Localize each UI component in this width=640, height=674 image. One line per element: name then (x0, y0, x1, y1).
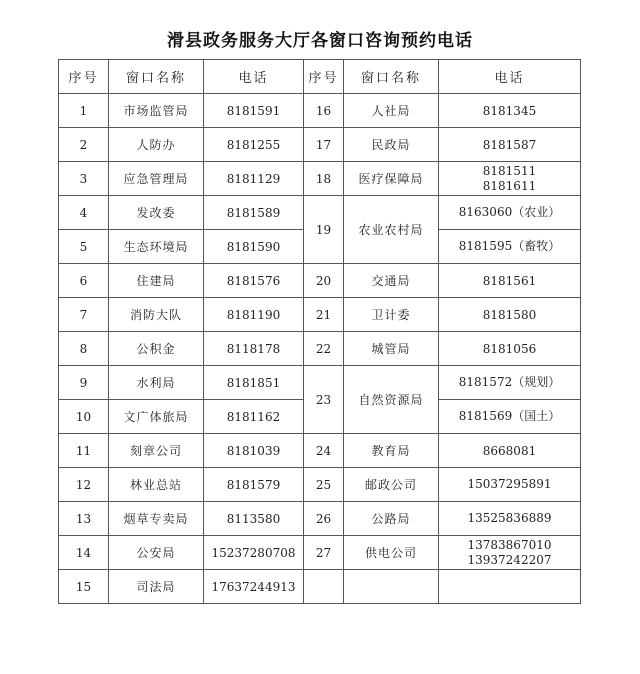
seq-cell: 16 (304, 94, 344, 128)
window-name-cell: 文广体旅局 (109, 400, 204, 434)
phone-line: 13937242207 (467, 552, 552, 567)
phone-cell (439, 162, 581, 196)
phone-cell: 17637244913 (204, 570, 304, 604)
window-name-cell: 民政局 (344, 128, 439, 162)
table-row (59, 366, 581, 400)
table-row (59, 502, 581, 536)
window-name-cell: 发改委 (109, 196, 204, 230)
empty-cell (439, 570, 581, 604)
window-name-cell: 生态环境局 (109, 230, 204, 264)
seq-cell: 1 (59, 94, 109, 128)
seq-cell: 24 (304, 434, 344, 468)
table-row (59, 468, 581, 502)
window-name-cell: 城管局 (344, 332, 439, 366)
seq-cell: 19 (304, 196, 344, 264)
phone-cell: 8668081 (439, 434, 581, 468)
seq-cell: 12 (59, 468, 109, 502)
header-name: 窗口名称 (344, 60, 439, 94)
seq-cell: 3 (59, 162, 109, 196)
seq-cell: 17 (304, 128, 344, 162)
window-name-cell: 公路局 (344, 502, 439, 536)
window-name-cell: 消防大队 (109, 298, 204, 332)
seq-cell: 20 (304, 264, 344, 298)
window-name-cell: 公安局 (109, 536, 204, 570)
phone-cell: 8181587 (439, 128, 581, 162)
seq-cell: 22 (304, 332, 344, 366)
seq-cell: 6 (59, 264, 109, 298)
window-name-cell: 林业总站 (109, 468, 204, 502)
phone-cell: 8181595（畜牧） (439, 230, 581, 264)
header-seq: 序号 (304, 60, 344, 94)
table-row (59, 332, 581, 366)
phone-line: 8181511 (482, 163, 537, 178)
phone-cell: 8181851 (204, 366, 304, 400)
phone-cell: 8181569（国土） (439, 400, 581, 434)
phone-cell: 8163060（农业） (439, 196, 581, 230)
window-name-cell: 公积金 (109, 332, 204, 366)
header-name: 窗口名称 (109, 60, 204, 94)
header-seq: 序号 (59, 60, 109, 94)
table-row (59, 536, 581, 570)
seq-cell: 8 (59, 332, 109, 366)
seq-cell: 10 (59, 400, 109, 434)
window-name-cell: 教育局 (344, 434, 439, 468)
seq-cell: 13 (59, 502, 109, 536)
seq-cell: 25 (304, 468, 344, 502)
phone-cell: 8181039 (204, 434, 304, 468)
table-row (59, 196, 581, 230)
page-title: 滑县政务服务大厅各窗口咨询预约电话 (167, 31, 473, 51)
phone-cell: 8113580 (204, 502, 304, 536)
phone-cell: 8181590 (204, 230, 304, 264)
window-name-cell: 应急管理局 (109, 162, 204, 196)
phone-line: 8181611 (482, 178, 537, 193)
seq-cell: 5 (59, 230, 109, 264)
phone-line: 13783867010 (467, 537, 552, 552)
empty-cell (344, 570, 439, 604)
seq-cell: 4 (59, 196, 109, 230)
phone-cell: 8181580 (439, 298, 581, 332)
table-row (59, 162, 581, 196)
phone-cell: 8181572（规划） (439, 366, 581, 400)
seq-cell: 23 (304, 366, 344, 434)
phone-cell: 15037295891 (439, 468, 581, 502)
window-name-cell: 卫计委 (344, 298, 439, 332)
seq-cell: 15 (59, 570, 109, 604)
phone-cell (439, 536, 581, 570)
window-name-cell: 烟草专卖局 (109, 502, 204, 536)
phone-cell: 8181190 (204, 298, 304, 332)
table-row (59, 94, 581, 128)
window-name-cell: 农业农村局 (344, 196, 439, 264)
table-row (59, 264, 581, 298)
window-name-cell: 司法局 (109, 570, 204, 604)
window-name-cell: 人防办 (109, 128, 204, 162)
window-name-cell: 自然资源局 (344, 366, 439, 434)
phone-cell: 8181162 (204, 400, 304, 434)
phone-cell: 8181345 (439, 94, 581, 128)
phone-cell: 8118178 (204, 332, 304, 366)
phone-cell: 8181255 (204, 128, 304, 162)
phone-cell: 8181579 (204, 468, 304, 502)
header-row (59, 60, 581, 94)
empty-cell (304, 570, 344, 604)
header-phone: 电话 (439, 60, 581, 94)
seq-cell: 18 (304, 162, 344, 196)
seq-cell: 11 (59, 434, 109, 468)
window-name-cell: 市场监管局 (109, 94, 204, 128)
window-name-cell: 住建局 (109, 264, 204, 298)
table-row (59, 570, 581, 604)
phone-cell: 8181589 (204, 196, 304, 230)
seq-cell: 2 (59, 128, 109, 162)
seq-cell: 9 (59, 366, 109, 400)
table-row (59, 298, 581, 332)
seq-cell: 7 (59, 298, 109, 332)
phone-directory-table (58, 59, 581, 604)
phone-cell: 8181576 (204, 264, 304, 298)
seq-cell: 14 (59, 536, 109, 570)
seq-cell: 27 (304, 536, 344, 570)
window-name-cell: 水利局 (109, 366, 204, 400)
table-row (59, 434, 581, 468)
phone-cell: 15237280708 (204, 536, 304, 570)
phone-cell: 8181056 (439, 332, 581, 366)
phone-cell: 13525836889 (439, 502, 581, 536)
window-name-cell: 邮政公司 (344, 468, 439, 502)
seq-cell: 26 (304, 502, 344, 536)
phone-cell: 8181561 (439, 264, 581, 298)
phone-cell: 8181129 (204, 162, 304, 196)
window-name-cell: 人社局 (344, 94, 439, 128)
header-phone: 电话 (204, 60, 304, 94)
window-name-cell: 交通局 (344, 264, 439, 298)
phone-cell: 8181591 (204, 94, 304, 128)
window-name-cell: 供电公司 (344, 536, 439, 570)
seq-cell: 21 (304, 298, 344, 332)
window-name-cell: 刻章公司 (109, 434, 204, 468)
table-row (59, 128, 581, 162)
window-name-cell: 医疗保障局 (344, 162, 439, 196)
